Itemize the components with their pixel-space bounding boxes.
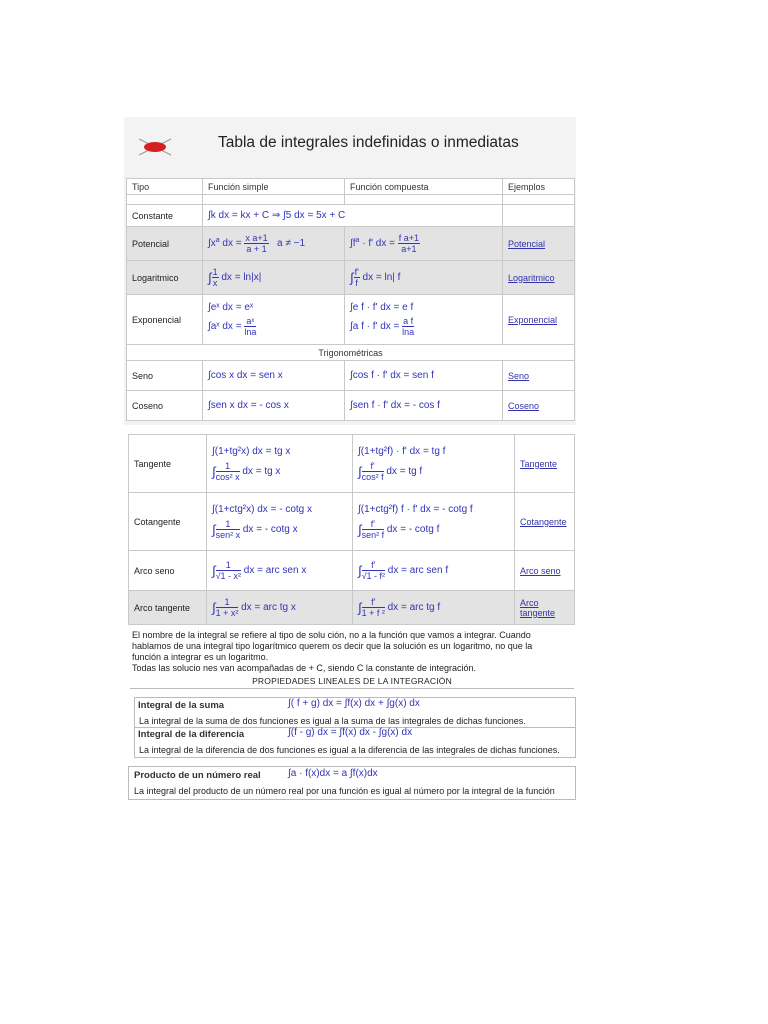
row-label: Constante	[127, 205, 203, 227]
link-exponencial[interactable]: Exponencial	[508, 314, 558, 325]
row-label: Arco seno	[129, 551, 207, 591]
formula-simple: ∫ $\frac{1}{x}$ dx = ln|x|	[203, 261, 345, 295]
formula-compuesta: ∫ $\frac{f'}{\text{1 + f ²}}$ dx = arc tg f	[353, 591, 515, 625]
row-label: Coseno	[127, 391, 203, 421]
integrals-table-bottom	[128, 434, 575, 625]
row-label: Arco tangente	[129, 591, 207, 625]
link-seno[interactable]: Seno	[508, 370, 530, 381]
formula-simple: ∫ $\frac{1}{\text{√1 - x²}}$ dx = arc sen x	[207, 551, 353, 591]
formula-compuesta: ∫e f · f' dx = e f ∫a f · f' dx = $\frac{\text{a f}}{\ln a}$	[345, 295, 503, 345]
row-cotangente	[129, 493, 575, 551]
row-label: Tangente	[129, 435, 207, 493]
row-arco-seno	[129, 551, 575, 591]
row-label: Exponencial	[127, 295, 203, 345]
formula-constante: ∫k dx = kx + C ⇒ ∫5 dx = 5x + C	[203, 205, 503, 227]
link-logaritmico[interactable]: Logaritmico	[508, 272, 555, 283]
header-funcion-compuesta: Función compuesta	[345, 179, 503, 195]
formula-compuesta: ∫ $\frac{f'}{f}$ dx = ln| f	[345, 261, 503, 295]
property-diferencia-description: La integral de la diferencia de dos funciones es igual a la diferencia de las integrales de dichas funciones.	[139, 745, 560, 755]
section-trigonometricas: Trigonométricas	[127, 345, 575, 361]
row-coseno	[127, 391, 575, 421]
link-coseno[interactable]: Coseno	[508, 400, 540, 411]
property-diferencia-name: Integral de la diferencia	[138, 729, 245, 740]
property-suma-description: La integral de la suma de dos funciones es igual a la suma de las integrales de dichas funciones.	[139, 716, 526, 726]
notes-paragraph: El nombre de la integral se refiere al tipo de solu ción, no a la función que vamos a integrar. Cuando hablamos de una integral tipo logarítmico querem os decir que la solución es un logaritmo, no que la función a integrar es un logaritmo. Todas las solucio nes van acompañadas de + C, siendo C la constante de integración.	[132, 630, 533, 673]
header-funcion-simple: Función simple	[203, 179, 345, 195]
properties-title: PROPIEDADES LINEALES DE LA INTEGRACIÓN	[130, 676, 574, 689]
row-label: Cotangente	[129, 493, 207, 551]
formula-compuesta: ∫ $\frac{f'}{\text{√1 - f²}}$ dx = arc sen f	[353, 551, 515, 591]
formula-compuesta: ∫(1+ctg²f) f · f' dx = - cotg f ∫ f' sen² f dx = - cotg f	[353, 493, 515, 551]
row-tangente	[129, 435, 575, 493]
formula-simple: ∫ $\frac{1}{\text{1 + x²}}$ dx = arc tg x	[207, 591, 353, 625]
formula-simple: ∫sen x dx = - cos x	[203, 391, 345, 421]
property-diferencia-formula: ∫(f - g) dx = ∫f(x) dx - ∫g(x) dx	[288, 727, 413, 738]
header-ejemplos: Ejemplos	[503, 179, 575, 195]
formula-simple: ∫(1+ctg²x) dx = - cotg x ∫ 1 sen² x dx = - cotg x	[207, 493, 353, 551]
property-suma-formula: ∫( f + g) dx = ∫f(x) dx + ∫g(x) dx	[288, 698, 420, 709]
document-title: Tabla de integrales indefinidas o inmediatas	[218, 134, 519, 151]
formula-simple: ∫cos x dx = sen x	[203, 361, 345, 391]
formula-compuesta: ∫cos f · f' dx = sen f	[345, 361, 503, 391]
row-arco-tangente	[129, 591, 575, 625]
row-potencial	[127, 227, 575, 261]
formula-simple: $\int x^a$ dx = $\frac{\text{x a+1}}{a + 1}$ a ≠ −1	[203, 227, 345, 261]
link-arco-seno[interactable]: Arco seno	[520, 565, 561, 576]
property-producto-description: La integral del producto de un número real por una función es igual al número por la integral de la función	[134, 786, 555, 796]
row-constante	[127, 205, 575, 227]
red-oval-logo-icon	[137, 136, 173, 158]
formula-compuesta: ∫(1+tg²f) · f' dx = tg f ∫ $\frac{f'}{\text{cos² f}}$ dx = tg f	[353, 435, 515, 493]
row-logaritmico	[127, 261, 575, 295]
link-arco-tangente[interactable]: Arco tangente	[520, 597, 556, 618]
integrals-table-top	[126, 178, 575, 421]
property-producto-name: Producto de un número real	[134, 770, 261, 781]
property-producto-formula: ∫a · f(x)dx = a ∫f(x)dx	[288, 768, 378, 779]
link-tangente[interactable]: Tangente	[520, 458, 558, 469]
link-potencial[interactable]: Potencial	[508, 238, 546, 249]
row-label: Seno	[127, 361, 203, 391]
formula-compuesta: ∫sen f · f' dx = - cos f	[345, 391, 503, 421]
row-seno	[127, 361, 575, 391]
link-cotangente[interactable]: Cotangente	[520, 516, 567, 527]
row-exponencial	[127, 295, 575, 345]
row-label: Potencial	[127, 227, 203, 261]
property-suma-name: Integral de la suma	[138, 700, 225, 711]
formula-compuesta: $\int f^a \cdot f'$ dx = $\frac{\text{f a+1}}{a+1}$	[345, 227, 503, 261]
formula-simple: ∫eˣ dx = eˣ ∫aˣ dx = $\frac{\text{aˣ}}{\ln a}$	[203, 295, 345, 345]
formula-simple: ∫(1+tg²x) dx = tg x ∫ $\frac{1}{\text{cos² x}}$ dx = tg x	[207, 435, 353, 493]
row-label: Logaritmico	[127, 261, 203, 295]
header-tipo: Tipo	[127, 179, 203, 195]
